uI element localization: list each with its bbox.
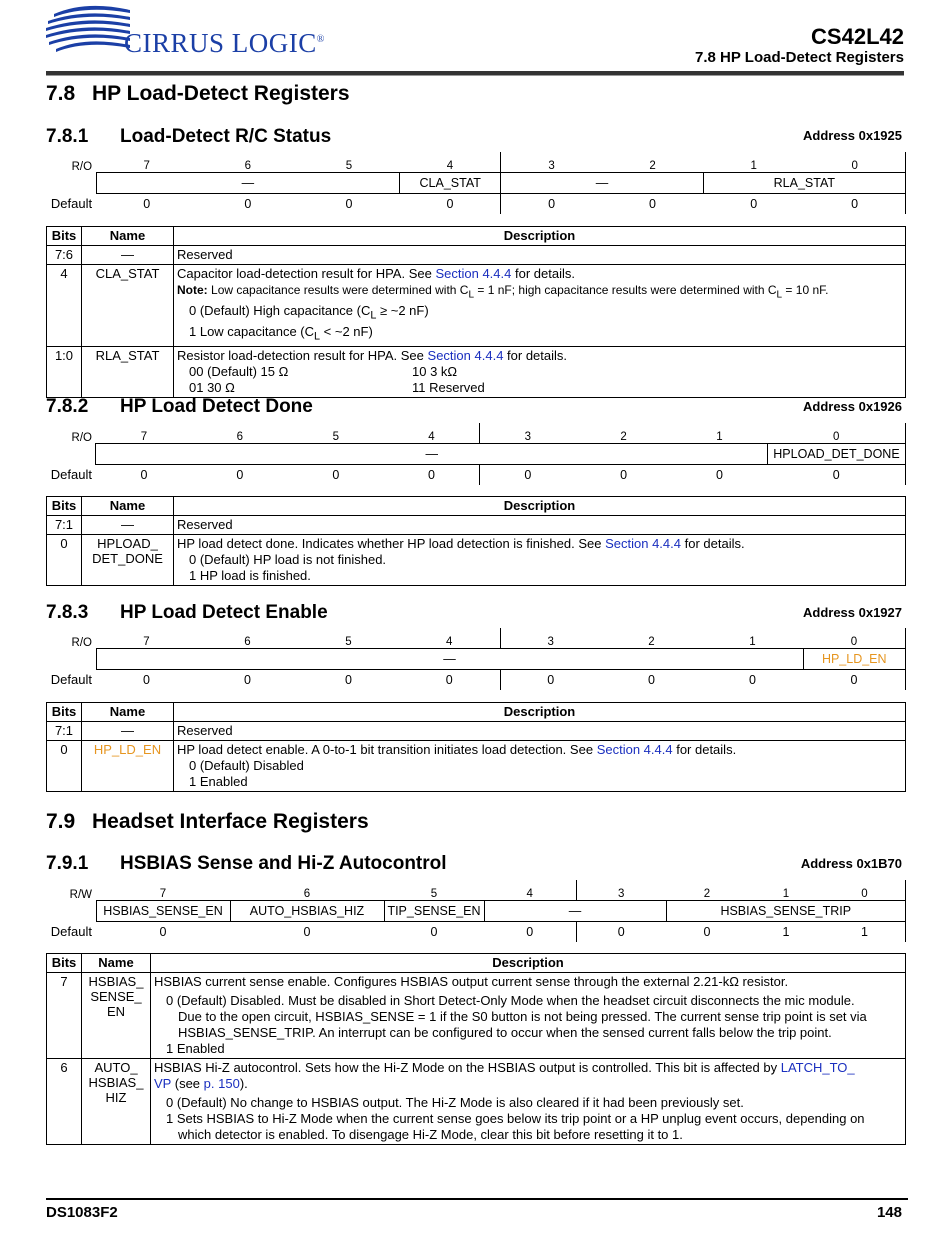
- default-value: 0: [703, 925, 711, 939]
- bit-number: 5: [430, 888, 438, 900]
- field-name: RLA_STAT: [703, 173, 905, 194]
- default-value: 0: [303, 925, 311, 939]
- table-row: [47, 741, 906, 792]
- field-name: —: [484, 901, 666, 922]
- subsection-title: HP Load Detect Done: [120, 396, 313, 417]
- subsection-heading-7-9-1: [46, 853, 447, 875]
- field-name: HSBIAS_SENSE_TRIP: [666, 901, 906, 922]
- bit-number: 7: [159, 888, 167, 900]
- col-header-description: Description: [174, 227, 906, 246]
- section-link[interactable]: Section 4.4.4: [435, 266, 512, 281]
- default-value: 0: [501, 194, 602, 215]
- register-bitmap-0x1925: [46, 152, 906, 214]
- bit-number: 6: [303, 888, 311, 900]
- cell-bits: 4: [47, 265, 82, 347]
- cell-name: —: [82, 516, 174, 535]
- bit-number: 1: [750, 160, 757, 172]
- col-header-bits: Bits: [47, 954, 82, 973]
- cell-bits: 7: [47, 973, 82, 1059]
- field-name: HSBIAS_SENSE_EN: [96, 901, 230, 922]
- col-header-name: Name: [82, 954, 151, 973]
- subsection-title: Load-Detect R/C Status: [120, 126, 332, 147]
- field-name: HPLOAD_DET_DONE: [767, 444, 905, 465]
- bit-number: 6: [244, 160, 252, 172]
- default-value: 0: [236, 468, 244, 482]
- bit-number: 2: [648, 636, 655, 648]
- default-label: Default: [50, 196, 93, 212]
- default-value: 0: [480, 465, 576, 486]
- description-table-0x1925: [46, 226, 906, 398]
- field-name: —: [501, 173, 703, 194]
- bit-number: 6: [236, 431, 244, 443]
- bit-number: 3: [500, 628, 601, 649]
- default-value: 1: [824, 922, 906, 943]
- subsection-number: 7.8.2: [46, 396, 89, 417]
- bit-number: 1: [782, 888, 790, 900]
- bit-number: 5: [345, 636, 352, 648]
- doc-title: CS42L42: [811, 24, 904, 49]
- default-value: 0: [526, 925, 534, 939]
- cell-name: HPLOAD_ DET_DONE: [82, 535, 174, 586]
- default-value: 0: [716, 468, 723, 482]
- register-address: Address 0x1925: [802, 128, 902, 143]
- subsection-title: HP Load Detect Enable: [120, 602, 328, 623]
- section-link[interactable]: Section 4.4.4: [605, 536, 681, 551]
- table-row: [47, 346, 906, 397]
- default-value: 0: [345, 197, 353, 211]
- field-name: CLA_STAT: [400, 173, 501, 194]
- bit-number: 2: [620, 431, 627, 443]
- access-label: R/O: [71, 431, 92, 444]
- col-header-description: Description: [174, 497, 906, 516]
- description-table-0x1926: [46, 496, 906, 586]
- bit-number: 4: [428, 431, 435, 443]
- subsection-number: 7.8.1: [46, 126, 89, 147]
- bit-number: 0: [824, 880, 906, 901]
- default-value: 0: [749, 673, 756, 687]
- section-link[interactable]: Section 4.4.4: [596, 742, 673, 757]
- cell-description: Reserved: [174, 246, 906, 265]
- cell-name: —: [82, 722, 174, 741]
- default-value: 0: [140, 468, 148, 482]
- default-value: 0: [159, 925, 167, 939]
- bit-number: 3: [501, 152, 602, 173]
- access-label: R/W: [69, 888, 92, 901]
- default-value: 0: [446, 197, 454, 211]
- cell-description: HP load detect enable. A 0-to-1 bit transition initiates load detection. See Section 4.4.4 for details. 0 (Default) Disabled 1 Enabled: [174, 741, 906, 792]
- col-header-description: Description: [151, 954, 906, 973]
- cell-description: Capacitor load-detection result for HPA. See Section 4.4.4 for details. Note: Low capacitance results were determined with $C_L = 1$ nF; high capacitance results were determined with $C_L = 10$ nF. 0 (Default) High capacitance ($C_L$ ≥ ~2 nF) 1 Low capacitance ($C_L$ < ~2 nF): [174, 265, 906, 347]
- section-heading-7-9: [46, 810, 369, 834]
- cell-name: HSBIAS_ SENSE_ EN: [82, 973, 151, 1059]
- default-value: 0: [427, 468, 435, 482]
- access-label: R/O: [71, 636, 92, 649]
- bit-number: 7: [140, 431, 148, 443]
- cirrus-swoosh-icon: [46, 4, 136, 54]
- bit-number: 7: [143, 160, 150, 172]
- bit-number: 7: [143, 636, 150, 648]
- bit-number: 6: [244, 636, 251, 648]
- default-value: 0: [445, 673, 453, 687]
- table-row: [47, 973, 906, 1059]
- default-value: 0: [332, 468, 340, 482]
- logo-text: CIRRUS LOGIC: [124, 28, 317, 58]
- latch-to-vp-link[interactable]: VP: [154, 1076, 172, 1091]
- table-row: [47, 246, 906, 265]
- section-title: Headset Interface Registers: [92, 810, 369, 833]
- company-logo: [46, 4, 346, 60]
- table-row: [47, 516, 906, 535]
- default-value: 0: [576, 922, 666, 943]
- table-row: [47, 265, 906, 347]
- col-header-description: Description: [174, 703, 906, 722]
- subsection-number: 7.8.3: [46, 602, 89, 623]
- col-header-bits: Bits: [47, 703, 82, 722]
- section-link[interactable]: Section 4.4.4: [427, 347, 504, 363]
- default-value: 0: [750, 197, 758, 211]
- default-value: 0: [244, 673, 251, 687]
- bit-number: 0: [803, 628, 906, 649]
- bit-number: 0: [767, 423, 905, 444]
- default-label: Default: [50, 924, 92, 940]
- header-rule: [46, 71, 904, 76]
- register-bitmap-0x1B70: [46, 880, 906, 942]
- cell-bits: 0: [47, 535, 82, 586]
- default-value: 0: [244, 197, 252, 211]
- default-label: Default: [50, 672, 92, 688]
- cell-bits: 7:6: [47, 246, 82, 265]
- description-table-0x1927: [46, 702, 906, 792]
- cell-name: AUTO_ HSBIAS_ HIZ: [82, 1059, 151, 1145]
- field-name: —: [96, 173, 400, 194]
- field-name: AUTO_HSBIAS_HIZ: [230, 901, 384, 922]
- bit-number: 1: [749, 636, 756, 648]
- cell-bits: 1:0: [47, 346, 82, 397]
- subsection-heading-7-8-3: [46, 602, 328, 624]
- cell-description: HSBIAS Hi-Z autocontrol. Sets how the Hi-Z Mode on the HSBIAS output is controlled. This bit is affected by LATCH_TO_ VP (see p. 150). 0 (Default) No change to HSBIAS output. The Hi-Z Mode is also cleared if it had been previously set. 1 Sets HSBIAS to Hi-Z Mode when the current sense goes below its trip point or a HP unplug event occurs, depending on which detector is enabled. To disengage Hi-Z Mode, clear this bit before resetting it to 1.: [151, 1059, 906, 1145]
- default-value: 0: [430, 925, 438, 939]
- col-header-name: Name: [82, 227, 174, 246]
- default-value: 1: [782, 925, 790, 939]
- footer-doc-number: DS1083F2: [46, 1204, 118, 1221]
- default-value: 0: [143, 673, 150, 687]
- cell-description: HSBIAS current sense enable. Configures HSBIAS output current sense through the external 2.21-kΩ resistor. 0 (Default) Disabled. Must be disabled in Short Detect-Only Mode when the headset circuit disconnects the mic module. Due to the open circuit, HSBIAS_SENSE = 1 if the S0 button is not being pressed. The current sense trip point is set via HSBIAS_SENSE_TRIP. An interrupt can be configured to occur when the sensed current falls below the trip point. 1 Enabled: [151, 973, 906, 1059]
- section-number: 7.8: [46, 82, 76, 105]
- bit-number: 5: [345, 160, 353, 172]
- bit-number: 4: [446, 636, 453, 648]
- cell-bits: 7:1: [47, 722, 82, 741]
- default-value: 0: [620, 468, 628, 482]
- section-title: HP Load-Detect Registers: [92, 82, 350, 105]
- default-value: 0: [500, 670, 601, 691]
- default-value: 0: [345, 673, 352, 687]
- table-row: [47, 535, 906, 586]
- cell-description: Resistor load-detection result for HPA. See Section 4.4.4 for details. 00 (Default) 15 Ω 10 3 kΩ 01 30 Ω 11 Reserved: [174, 346, 906, 397]
- default-label: Default: [50, 467, 92, 483]
- cell-name: HP_LD_EN: [82, 741, 174, 792]
- cell-bits: 6: [47, 1059, 82, 1145]
- register-address: Address 0x1926: [802, 399, 902, 414]
- section-heading-7-8: [46, 82, 350, 106]
- col-header-name: Name: [82, 703, 174, 722]
- section-number: 7.9: [46, 810, 76, 833]
- cell-bits: 7:1: [47, 516, 82, 535]
- default-value: 0: [804, 194, 905, 215]
- bit-number: 5: [332, 431, 339, 443]
- bit-number: 0: [804, 152, 905, 173]
- header-section-title: 7.8 HP Load-Detect Registers: [695, 49, 904, 66]
- col-header-name: Name: [82, 497, 174, 516]
- bit-number: 2: [649, 160, 656, 172]
- col-header-bits: Bits: [47, 227, 82, 246]
- page-link[interactable]: p. 150: [203, 1076, 240, 1091]
- description-table-0x1B70: [46, 953, 906, 1145]
- bit-number: 3: [480, 423, 576, 444]
- bit-number: 1: [716, 431, 723, 443]
- default-value: 0: [143, 197, 151, 211]
- register-bitmap-0x1927: [46, 628, 906, 690]
- bit-number: 4: [446, 160, 454, 172]
- table-row: [47, 722, 906, 741]
- subsection-heading-7-8-2: [46, 396, 313, 418]
- bit-number: 4: [526, 888, 533, 900]
- col-header-bits: Bits: [47, 497, 82, 516]
- register-address: Address 0x1B70: [800, 856, 902, 871]
- cell-bits: 0: [47, 741, 82, 792]
- register-bitmap-0x1926: [46, 423, 906, 485]
- access-label: R/O: [71, 160, 93, 173]
- registered-mark: ®: [316, 34, 325, 45]
- table-row: [47, 1059, 906, 1145]
- cell-name: RLA_STAT: [82, 346, 174, 397]
- field-name: TIP_SENSE_EN: [384, 901, 484, 922]
- footer-page-number: 148: [876, 1204, 902, 1221]
- field-name: HP_LD_EN: [803, 649, 906, 670]
- field-name: —: [96, 649, 803, 670]
- latch-to-vp-link[interactable]: LATCH_TO_: [780, 1060, 855, 1075]
- default-value: 0: [803, 670, 906, 691]
- cell-description: HP load detect done. Indicates whether HP load detection is finished. See Section 4.4.4 for details. 0 (Default) HP load is not finished. 1 HP load is finished.: [174, 535, 906, 586]
- field-name: —: [96, 444, 767, 465]
- subsection-number: 7.9.1: [46, 853, 89, 874]
- footer-rule: [46, 1198, 908, 1200]
- default-value: 0: [767, 465, 905, 486]
- default-value: 0: [649, 197, 656, 211]
- bit-number: 2: [703, 888, 711, 900]
- cell-name: —: [82, 246, 174, 265]
- cell-description: Reserved: [174, 516, 906, 535]
- subsection-heading-7-8-1: [46, 126, 331, 148]
- default-value: 0: [648, 673, 655, 687]
- register-address: Address 0x1927: [802, 605, 902, 620]
- cell-name: CLA_STAT: [82, 265, 174, 347]
- cell-description: Reserved: [174, 722, 906, 741]
- subsection-title: HSBIAS Sense and Hi-Z Autocontrol: [120, 853, 447, 874]
- bit-number: 3: [576, 880, 666, 901]
